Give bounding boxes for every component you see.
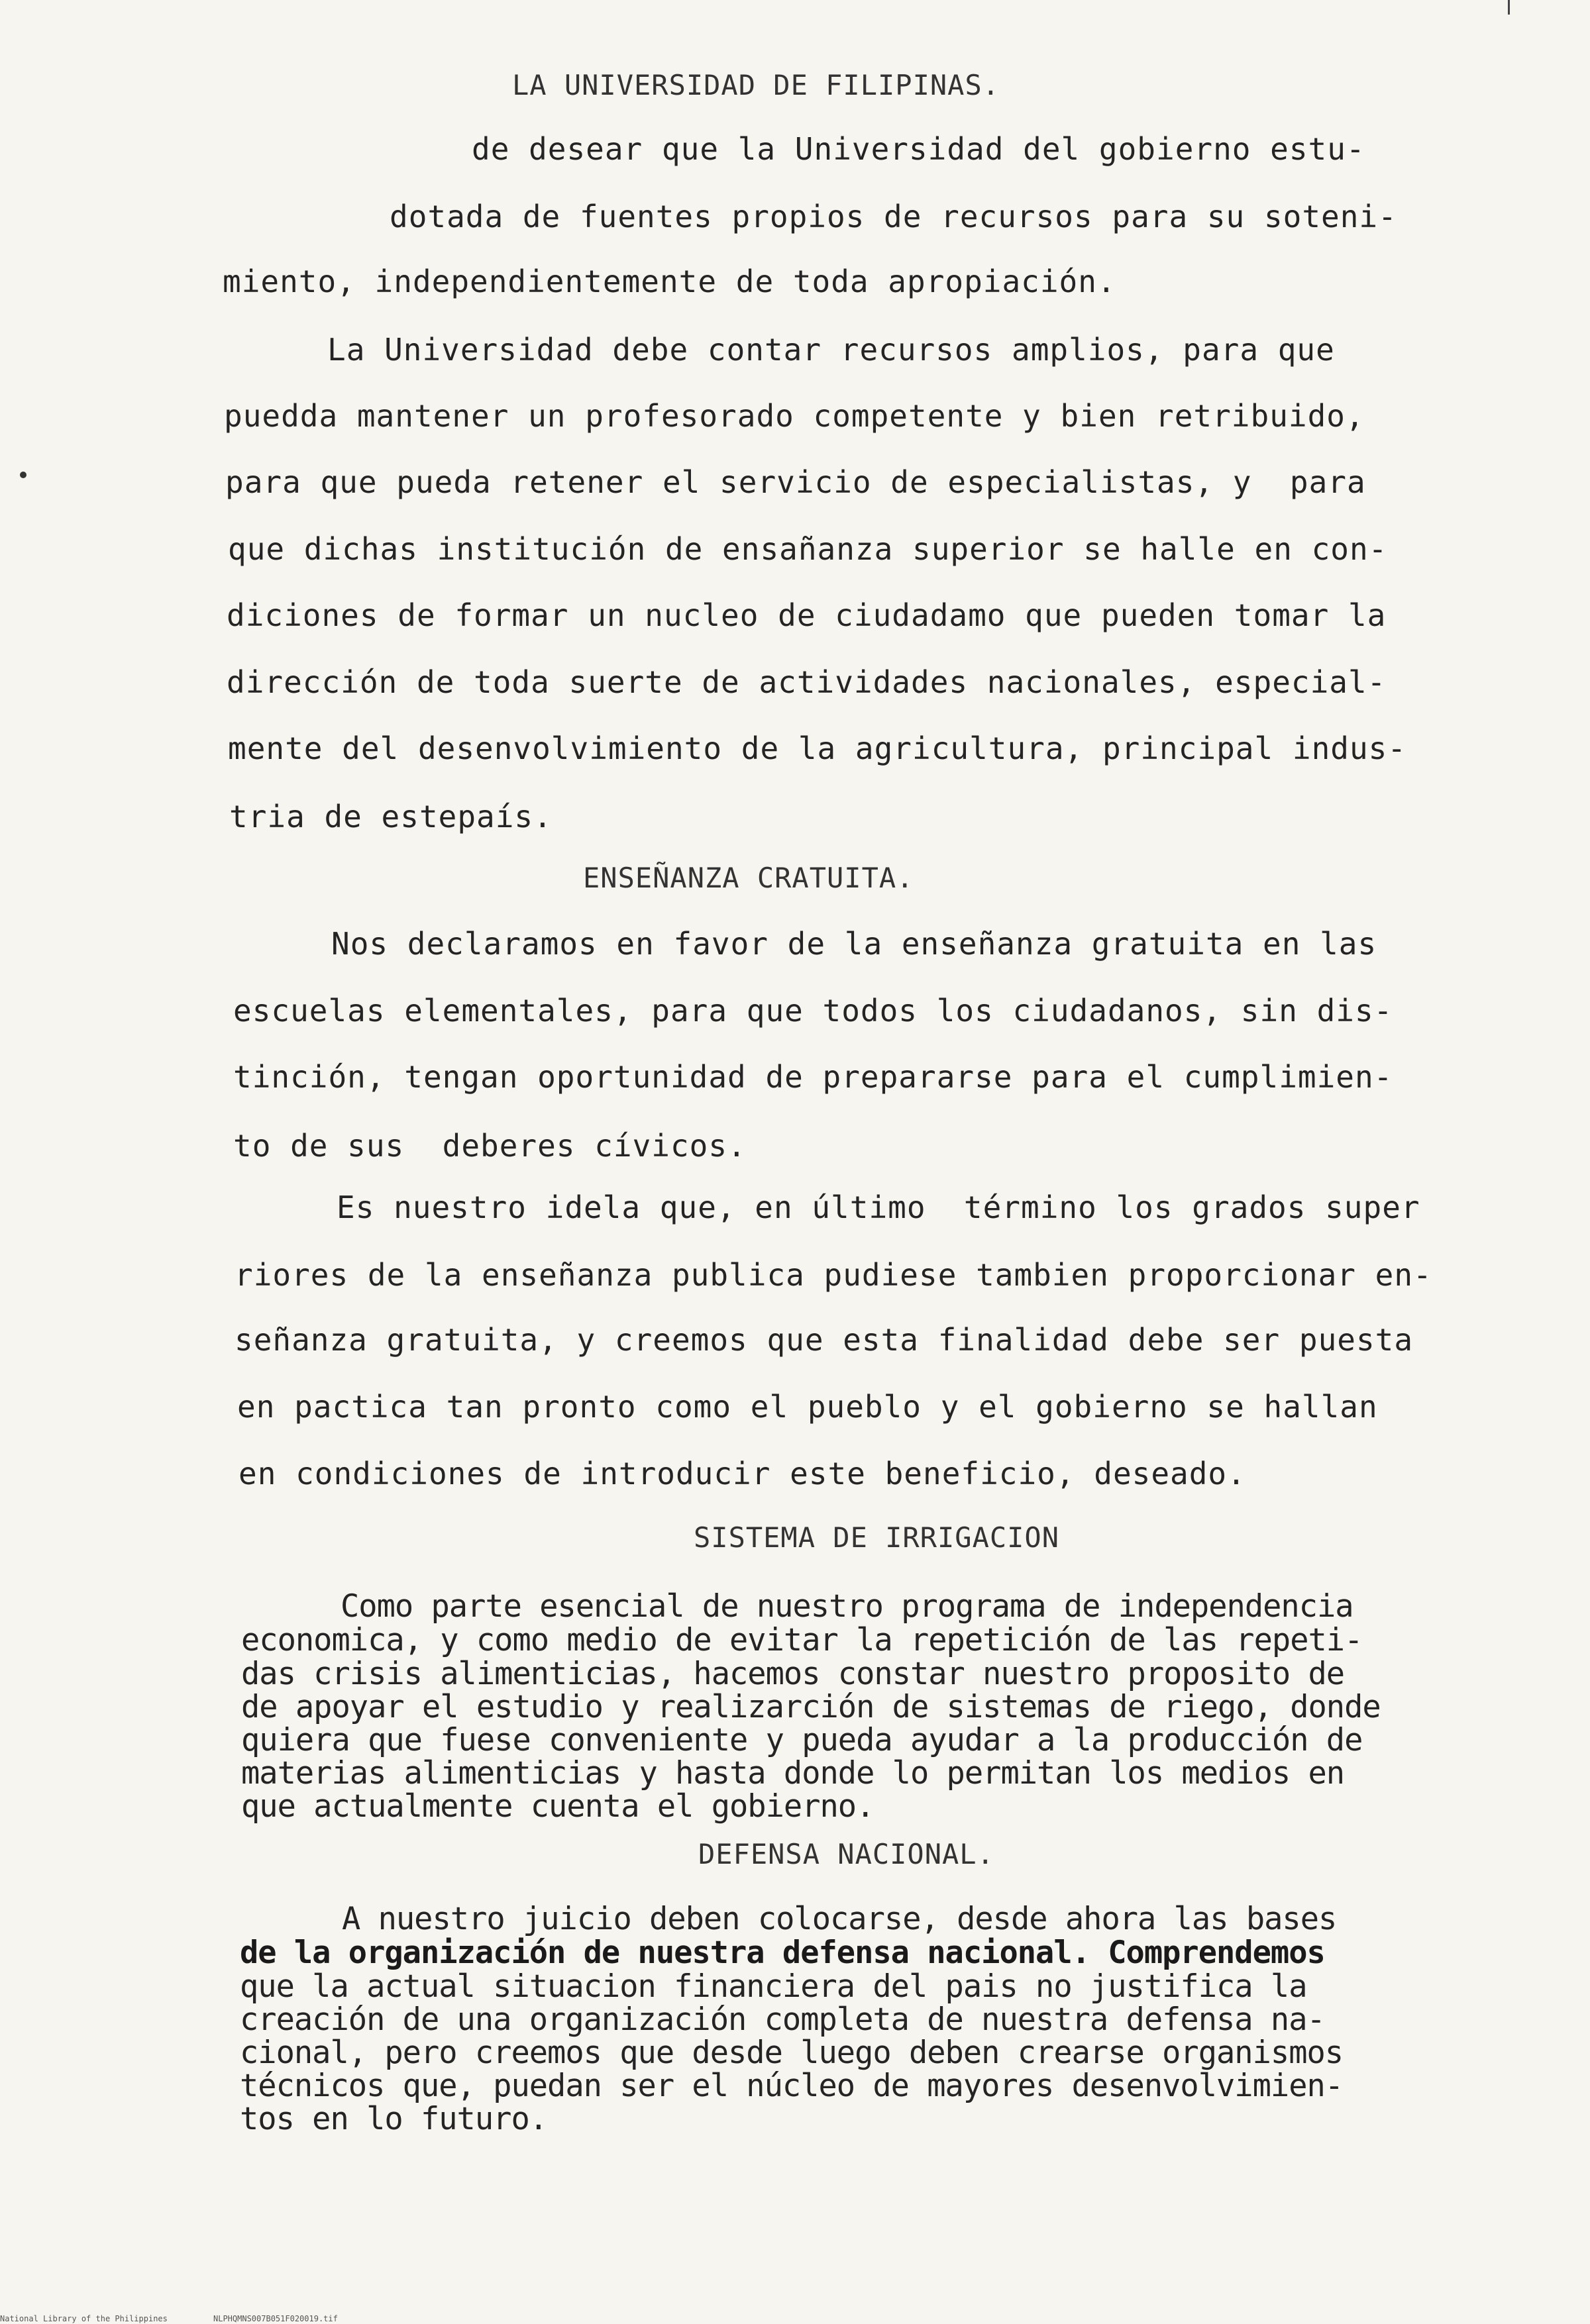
intro-line: miento, independientemente de toda apropiación.: [223, 264, 1116, 299]
section-heading-ensenanza: ENSEÑANZA CRATUITA.: [583, 862, 914, 894]
defensa-line: de la organización de nuestra defensa nacional. Comprendemos: [240, 1935, 1325, 1971]
intro-line: de desear que la Universidad del gobierno estu-: [472, 131, 1365, 167]
footer-library: National Library of the Philippines: [0, 2314, 168, 2323]
ensenanza-line: en condiciones de introducir este beneficio, deseado.: [238, 1456, 1246, 1491]
irrigacion-line: que actualmente cuenta el gobierno.: [241, 1788, 874, 1825]
section-heading-defensa: DEFENSA NACIONAL.: [698, 1838, 994, 1870]
universidad-line: para que pueda retener el servicio de especialistas, y para: [225, 464, 1366, 500]
universidad-line: mente del desenvolvimiento de la agricultura, principal indus-: [228, 731, 1407, 766]
irrigacion-line: das crisis alimenticias, hacemos constar nuestro proposito de: [241, 1656, 1345, 1692]
universidad-line: dirección de toda suerte de actividades nacionales, especial-: [227, 664, 1387, 700]
irrigacion-line: materias alimenticias y hasta donde lo permitan los medios en: [241, 1755, 1345, 1792]
defensa-line: técnicos que, puedan ser el núcleo de mayores desenvolvimien-: [240, 2068, 1344, 2104]
ensenanza-line: riores de la enseñanza publica pudiese tambien proporcionar en-: [235, 1257, 1432, 1293]
ensenanza-line: tinción, tengan oportunidad de prepararse para el cumplimien-: [233, 1059, 1393, 1095]
universidad-line: diciones de formar un nucleo de ciudadamo que pueden tomar la: [227, 597, 1387, 633]
universidad-line: puedda mantener un profesorado competente y bien retribuido,: [224, 398, 1365, 434]
defensa-line: que la actual situacion financiera del pais no justifica la: [240, 1968, 1307, 2005]
ensenanza-line: en pactica tan pronto como el pueblo y el gobierno se hallan: [237, 1389, 1378, 1425]
ensenanza-line: to de sus deberes cívicos.: [233, 1128, 747, 1164]
irrigacion-line: quiera que fuese conveniente y pueda ayudar a la producción de: [241, 1722, 1363, 1758]
intro-line: dotada de fuentes propios de recursos para su soteni-: [390, 199, 1397, 234]
ensenanza-line: señanza gratuita, y creemos que esta finalidad debe ser puesta: [235, 1322, 1414, 1358]
corner-mark: [1508, 0, 1510, 15]
defensa-line: cional, pero creemos que desde luego deben crearse organismos: [240, 2035, 1344, 2071]
universidad-line: que dichas institución de ensañanza superior se halle en con-: [228, 531, 1388, 567]
ensenanza-line: Es nuestro idela que, en último término los grados super: [337, 1189, 1420, 1225]
page-title: LA UNIVERSIDAD DE FILIPINAS.: [512, 69, 1000, 101]
irrigacion-line: de apoyar el estudio y realizarción de sistemas de riego, donde: [241, 1689, 1381, 1725]
irrigacion-line: economica, y como medio de evitar la repetición de las repeti-: [241, 1622, 1363, 1658]
defensa-line: A nuestro juicio deben colocarse, desde ahora las bases: [342, 1901, 1337, 1937]
footer-file: NLPHQMNS007B051F020019.tif: [213, 2314, 338, 2323]
ensenanza-line: escuelas elementales, para que todos los ciudadanos, sin dis-: [233, 993, 1393, 1029]
irrigacion-line: Como parte esencial de nuestro programa de independencia: [341, 1588, 1353, 1625]
universidad-line: tria de estepaís.: [229, 799, 553, 834]
section-heading-irrigacion: SISTEMA DE IRRIGACION: [694, 1521, 1060, 1554]
universidad-line: La Universidad debe contar recursos amplios, para que: [327, 332, 1335, 368]
ensenanza-line: Nos declaramos en favor de la enseñanza gratuita en las: [331, 926, 1377, 962]
defensa-line: tos en lo futuro.: [240, 2101, 548, 2137]
defensa-line: creación de una organización completa de nuestra defensa na-: [240, 2001, 1325, 2038]
ink-dot: [20, 472, 26, 478]
